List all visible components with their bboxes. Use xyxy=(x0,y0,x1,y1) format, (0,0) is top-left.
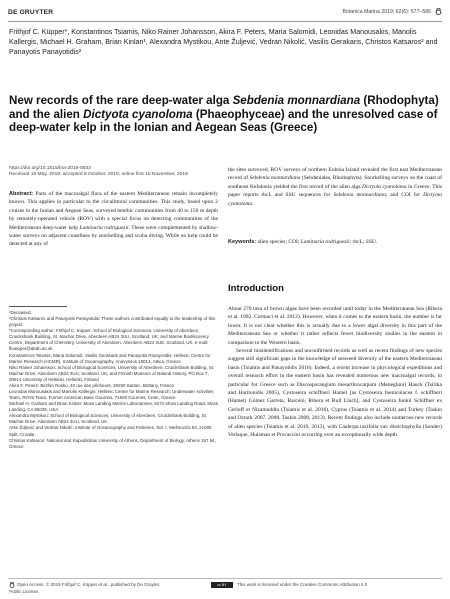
footnote: Michael H. Graham and Brian Kinlan: Moss Landing Marine Laboratories, 8272 Moss Landing Road, Moss Landing, CA 95039, USA xyxy=(9,401,218,413)
doi-link[interactable]: https://doi.org/10.1515/bot-2019-0033 xyxy=(9,166,91,171)
introduction-text xyxy=(228,305,442,440)
abstract-label: Abstract: xyxy=(9,191,34,197)
footnote: Ante Žuljević and Vedran Nikolić: Institute of Oceanography and Fisheries, Šet. I. Meštrovića 63, 21000 Split, Croatia xyxy=(9,425,212,437)
footnote: Konstantinos Tsiamis, Maria Salomidi, Vasilis Gerakaris and Panayotis Panayotidis: Hellenic Centre for Marine Research (HCMR), Institute of Oceanography, Anavyssos 19013, Attica, Greece xyxy=(9,352,211,364)
footnote: ²Christos Katsaros and Panayotis Panayotidis: These authors contributed equally to the leadership of this project. xyxy=(9,316,216,328)
open-access-notice: Open Access. © 2019 Frithjof C. Küpper et al., published by De Gruyter. xyxy=(17,582,161,587)
open-access-icon xyxy=(9,582,15,588)
keywords: Keywords: alien species; COI; Laminaria rodriguezii; rbcL; SSU. xyxy=(228,239,378,245)
footnote: Christos Katsaros: National and Kapodistrian University of Athens, Department of Biology, Athens 157 84, Greece xyxy=(9,437,216,449)
footnote: Akira F. Peters: Bezhin Rosko, 40 rue des pêcheurs, 29250 Santec, Brittany, France xyxy=(9,382,174,388)
open-access-icon xyxy=(435,8,442,15)
footnote: Alexandra Mystikou: School of Biological Sciences, University of Aberdeen, Cruickshank Building, St. Machar Drive, Aberdeen AB24 3UU, Scotland, UK xyxy=(9,413,208,425)
footnote: Leonidas Manousakis and Manolis Kallergis: Hellenic Center for Marine Research, Underwater Activities Team, ROVs Team, Former American Base Gournes, 71500 Gournes, Crete, Greece xyxy=(9,389,214,401)
publisher-name: DE GRUYTER xyxy=(8,9,54,16)
license-statement-end: Public License. xyxy=(9,589,40,594)
footnote: *Corresponding author: Frithjof C. Küpper, School of Biological Sciences, University of Aberdeen, Cruickshank Building, St. Machar Drive, Aberdeen AB24 3UU, Scotland, UK; and Marine Biodiscovery Centre, Department of Chemistry, University of Aberdeen, Aberdeen AB24 3UE, Scotland, UK, e-mail: fkuepper@abdn.ac.uk xyxy=(9,328,209,352)
footnote-divider xyxy=(9,306,67,307)
abstract-continued: the sites surveyed, ROV surveys of northern Euboia Island revealed the first east Mediterranean record of Sebdenia monnardiana (Sebdeniales, Rhodophyta). Snorkelling surveys on the coast of southeast Kefalonia yielded the first record of the alien alga Dictyota cyanoloma in Greece. This paper reports rbcL and SSU sequences for Sebdenia monnardiana, and COI for Dictyota cyanoloma. xyxy=(228,167,443,207)
article-title: New records of the rare deep-water alga Sebdenia monnardiana (Rhodophyta) and the alien Dictyota cyanoloma (Phaeophyceae) and the unresolved case of deep-water kelp in the Ionian and Aegean Seas (Greece) xyxy=(9,94,439,135)
article-meta xyxy=(9,166,218,179)
footnote: Niko Rainer Johansson: School of Biological Sciences, University of Aberdeen, Cruickshank Building, St. Machar Drive, Aberdeen AB24 3UU, Scotland, UK; and Finnish Museum of Natural History, PO Box 7, 00014 University of Helsinki, Helsinki, Finland xyxy=(9,364,215,382)
footnote: ¹Deceased. xyxy=(9,310,32,315)
author-list: Frithjof C. Küpper*, Konstantinos Tsiamis, Niko Rainer Johansson, Akira F. Peters, Maria Salomidi, Leonidas Manousakis, Manolis Kallergis, Michael H. Graham, Brian Kinlan¹, Alexandra Mystikou, Ante Žuljević, Vedran Nikolić, Vasilis Gerakaris, Christos Katsaros² and Panayotis Panayotidis² xyxy=(9,28,438,57)
author-affiliations xyxy=(9,310,218,450)
footer-divider xyxy=(8,578,442,579)
paragraph: About 270 taxa of brown algae have been recorded until today in the Mediterranean Sea (Ribera et al. 1992, Cormaci et al. 2012). However, when it comes to the eastern basin, the number is far lower. It is not clear whether this is actually due to a lower algal diversity in this part of the Mediterranean Sea or whether it rather reflects fewer biodiversity studies in the eastern in comparison to the Western basin. xyxy=(228,306,442,346)
journal-citation: Botanica Marina 2019; 62(6): 577–586 xyxy=(342,9,431,15)
keywords-label: Keywords: xyxy=(228,239,257,245)
paragraph: Several misidentifications and unconfirmed records as well as recent findings of new species suggest still significant gaps in the knowledge of seaweed diversity of the eastern Mediterranean basin (Tsiamis and Panayotidis 2016). Indeed, a recent increase in phycological expeditions and overall research effort in the eastern basin has revealed numerous new macroalgal records, in particular for Greece such as Discosporangium mesarthrocarpum (Meneghini) Hauck (Tsirika and Haritonidis 2005), Cystoseira schiffneri Hamel [as Cystoseira foeniculacea f. schiffneri (Hamel) Gómez Garreta, Barceló, Ribera et Rull Lluch], and Cystoseira funkii Schiffner ex Gerloff et Nizamuddin (Tsiamis et al. 2016), Cyprus (Tsiamis et al. 2014) and Turkey (Taskin and Ozturk 2007, 2008, Taskin 2008, 2013). Recent findings also include numerous new records of alien species (Tsiamis et al. 2010, 2013), with Caulerpa taxifolia var. distichophylla (Sonder) Verlaque, Huisman et Procaccini occurring over an exceptionally wide depth xyxy=(228,348,442,439)
abstract: Abstract: Parts of the macroalgal flora of the eastern Mediterranean remain incompletely known. This applies in particular to the circalittoral communities. This study, based upon 2 cruises in the Ionian and Aegean Seas, surveyed benthic communities from 40 to 150 m depth by remotely-operated vehicle (ROV) with a special focus on detecting communities of the Mediterranean deep-water kelp Laminaria rodriguezii. These were complemented by shallow-water surveys on adjacent coastlines by snorkelling and scuba diving. While no kelp could be detected at any of xyxy=(9,191,218,248)
cc-by-license-badge[interactable]: cc BY xyxy=(211,582,233,588)
license-statement: This work is licensed under the Creative Commons Attribution 4.0 xyxy=(237,582,368,587)
header-divider xyxy=(8,21,442,22)
section-heading-introduction: Introduction xyxy=(228,283,284,294)
article-dates: Received 16 May, 2019; accepted 8 October, 2019; online first 15 November, 2019 xyxy=(9,172,188,178)
